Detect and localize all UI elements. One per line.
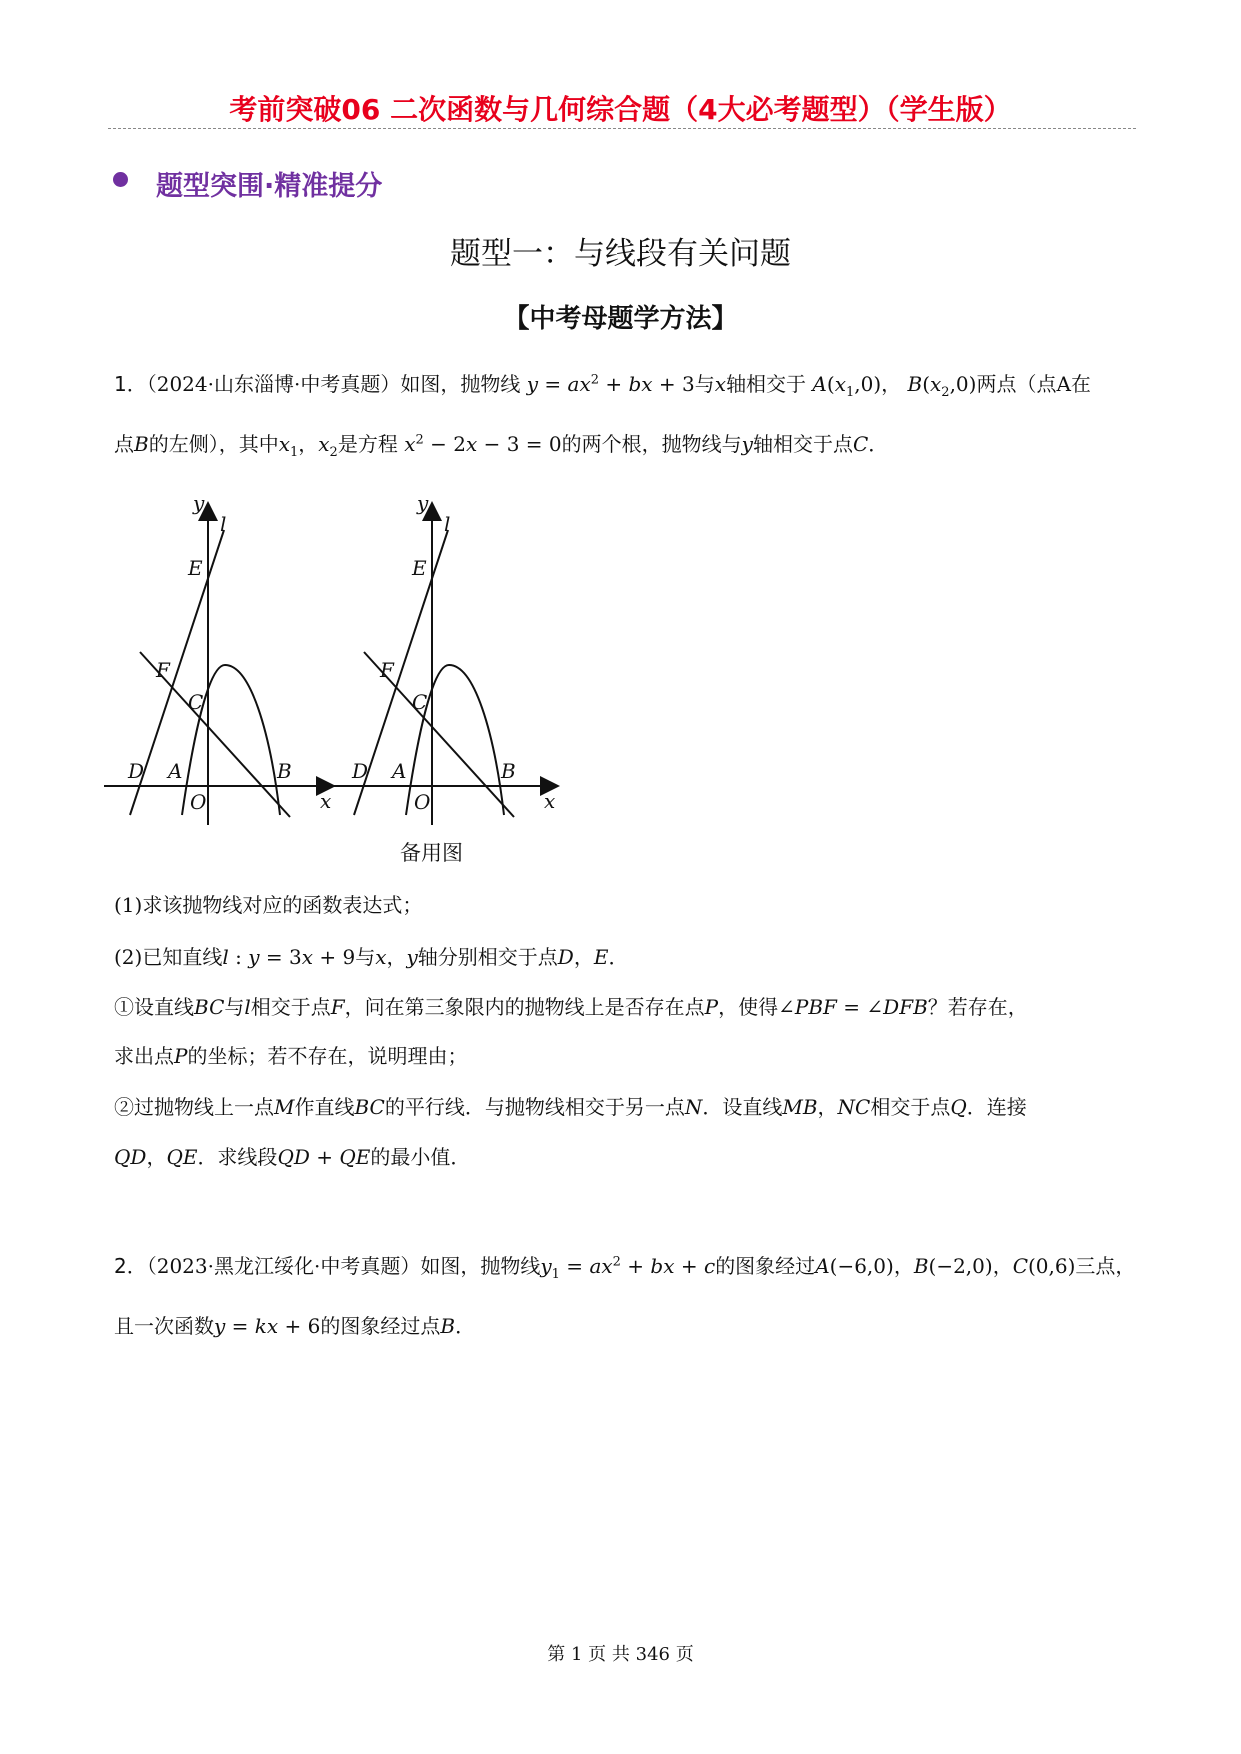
label-d-2: D [352, 759, 369, 783]
q1-part-2-2: ②过抛物线上一点M作直线BC的平行线．与抛物线相交于另一点N．设直线MB，NC相交于点Q．连接 [114, 1095, 1027, 1119]
math-line-l: l : y = 3x + 9 [222, 945, 356, 969]
label-y: y [193, 495, 205, 515]
parabola-figure [100, 495, 570, 825]
q1-part-2: (2)已知直线l : y = 3x + 9与x，y轴分别相交于点D，E． [114, 945, 629, 969]
bullet-dot [113, 172, 128, 187]
label-e: E [188, 556, 203, 580]
label-b-2: B [501, 759, 516, 783]
math-sum: QD + QE [277, 1145, 371, 1169]
section-heading: 题型突围·精准提分 [156, 171, 383, 202]
type-heading: 题型一：与线段有关问题 [450, 236, 791, 272]
q1-part-2-1-cont: 求出点P的坐标；若不存在，说明理由； [114, 1044, 468, 1068]
q1-part-1: (1)求该抛物线对应的函数表达式； [114, 893, 423, 917]
method-heading: 【中考母题学方法】 [503, 304, 738, 334]
title-divider [108, 128, 1136, 129]
label-e-2: E [412, 556, 427, 580]
label-l-2: l [444, 512, 451, 536]
label-b: B [277, 759, 292, 783]
q1-line-1: 1．（2024·山东淄博·中考真题）如图，抛物线 $y = ax^2$ + bx + 3与x轴相交于 $A(x_1,0)$， $B(x_2,0)$两点（点A在 [114, 372, 1091, 400]
label-a: A [168, 759, 183, 783]
label-f-2: F [380, 658, 394, 682]
figure-caption: 备用图 [400, 841, 463, 865]
label-x: x [320, 789, 332, 813]
q1-line-2: 点B的左侧），其中$x_1$，$x_2$是方程 $x^2 - 2x - 3 = 0$的两个根，抛物线与y轴相交于点C． [114, 432, 889, 460]
label-d: D [128, 759, 145, 783]
page-footer: 第 1 页 共 346 页 [547, 1644, 694, 1665]
math-angle-equation: ∠PBF = ∠DFB [778, 995, 928, 1019]
label-x-2: x [544, 789, 556, 813]
label-c-2: C [412, 690, 428, 714]
label-o: O [190, 790, 207, 814]
math-point-b2: B(−2,0) [913, 1254, 993, 1278]
label-l: l [220, 512, 227, 536]
math-parabola-y1: $y_1 = ax^2$ + bx + c [540, 1254, 716, 1282]
math-point-a2: A(−6,0) [815, 1254, 894, 1278]
math-point-a: $A(x_1,0)$ [812, 372, 882, 400]
document-title: 考前突破06 二次函数与几何综合题（4大必考题型）（学生版） [229, 93, 1012, 126]
label-f: F [156, 658, 170, 682]
math-point-b: $B(x_2,0)$ [907, 372, 977, 400]
math-point-c2: C(0,6) [1012, 1254, 1076, 1278]
math-parabola: $y = ax^2$ + bx + 3 [526, 372, 695, 396]
label-c: C [188, 690, 204, 714]
label-a-2: A [392, 759, 407, 783]
math-equation: $x^2 - 2x - 3 = 0$ [404, 432, 562, 456]
q2-line-2: 且一次函数y = kx + 6的图象经过点B． [114, 1314, 476, 1338]
q2-line-1: 2．（2023·黑龙江绥化·中考真题）如图，抛物线$y_1 = ax^2$ + bx + c的图象经过A(−6,0)，B(−2,0)，C(0,6)三点， [114, 1254, 1136, 1282]
q1-part-2-1: ①设直线BC与l相交于点F，问在第三象限内的抛物线上是否存在点P，使得∠PBF = ∠DFB？若存在， [114, 995, 1028, 1019]
label-o-2: O [414, 790, 431, 814]
label-y-2: y [417, 495, 429, 515]
q1-part-2-2-cont: QD，QE．求线段QD + QE的最小值． [114, 1145, 471, 1169]
math-linear: y = kx + 6 [214, 1314, 321, 1338]
